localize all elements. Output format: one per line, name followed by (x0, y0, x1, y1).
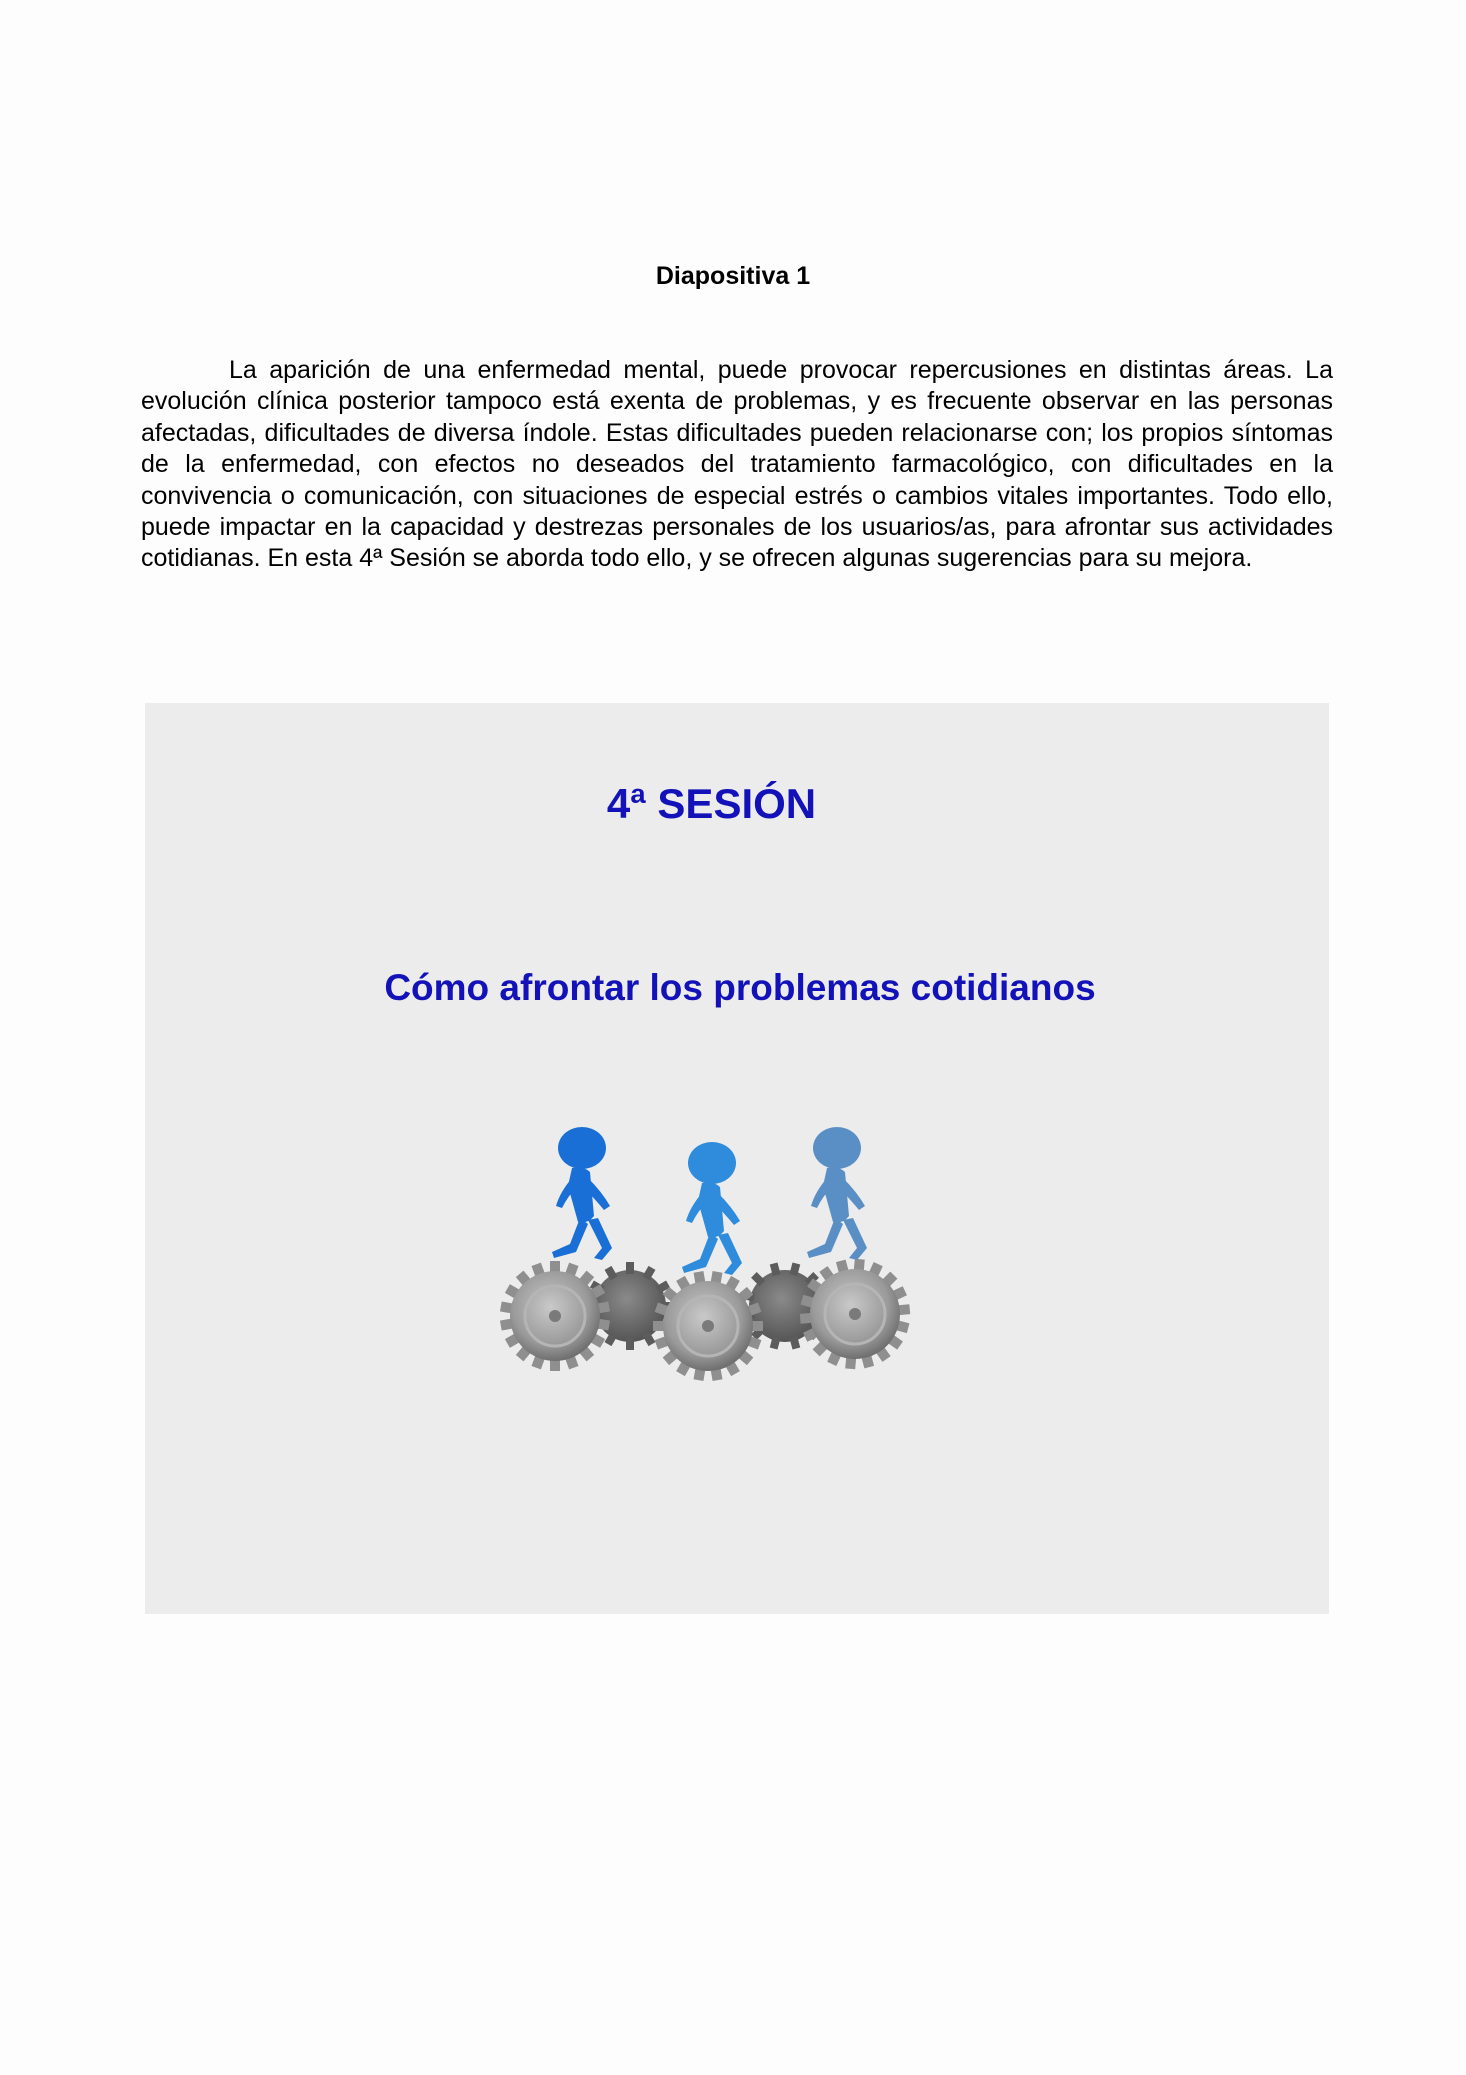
walking-figure-icon (682, 1142, 742, 1275)
slide-title: Cómo afrontar los problemas cotidianos (384, 967, 1096, 1008)
walking-figure-icon (552, 1127, 612, 1260)
gear-icon (653, 1271, 763, 1381)
figures-walking-on-gears-icon (480, 1116, 930, 1396)
intro-paragraph: La aparición de una enfermedad mental, puede provocar repercusiones en distintas áreas. La evolución clínica posterior tampoco está exenta de problemas, y es frecuente observar en las personas afectadas, dificultades de diversa índole. Estas dificultades pueden relacionarse con; los propios síntomas de la enfermedad, con efectos no deseados del tratamiento farmacológico, con dificultades en la convivencia o comunicación, con situaciones de especial estrés o cambios vitales importantes. Todo ello, puede impactar en la capacidad y destrezas personales de los usuarios/as, para afrontar sus actividades cotidianas. En esta 4ª Sesión se aborda todo ello, y se ofrecen algunas sugerencias para su mejora. (141, 356, 1333, 573)
walking-figure-icon (807, 1127, 867, 1260)
gear-icon (500, 1261, 610, 1371)
slide-preview (145, 703, 1329, 1614)
session-label: 4ª SESIÓN (606, 780, 817, 827)
page-heading: Diapositiva 1 (655, 262, 811, 290)
